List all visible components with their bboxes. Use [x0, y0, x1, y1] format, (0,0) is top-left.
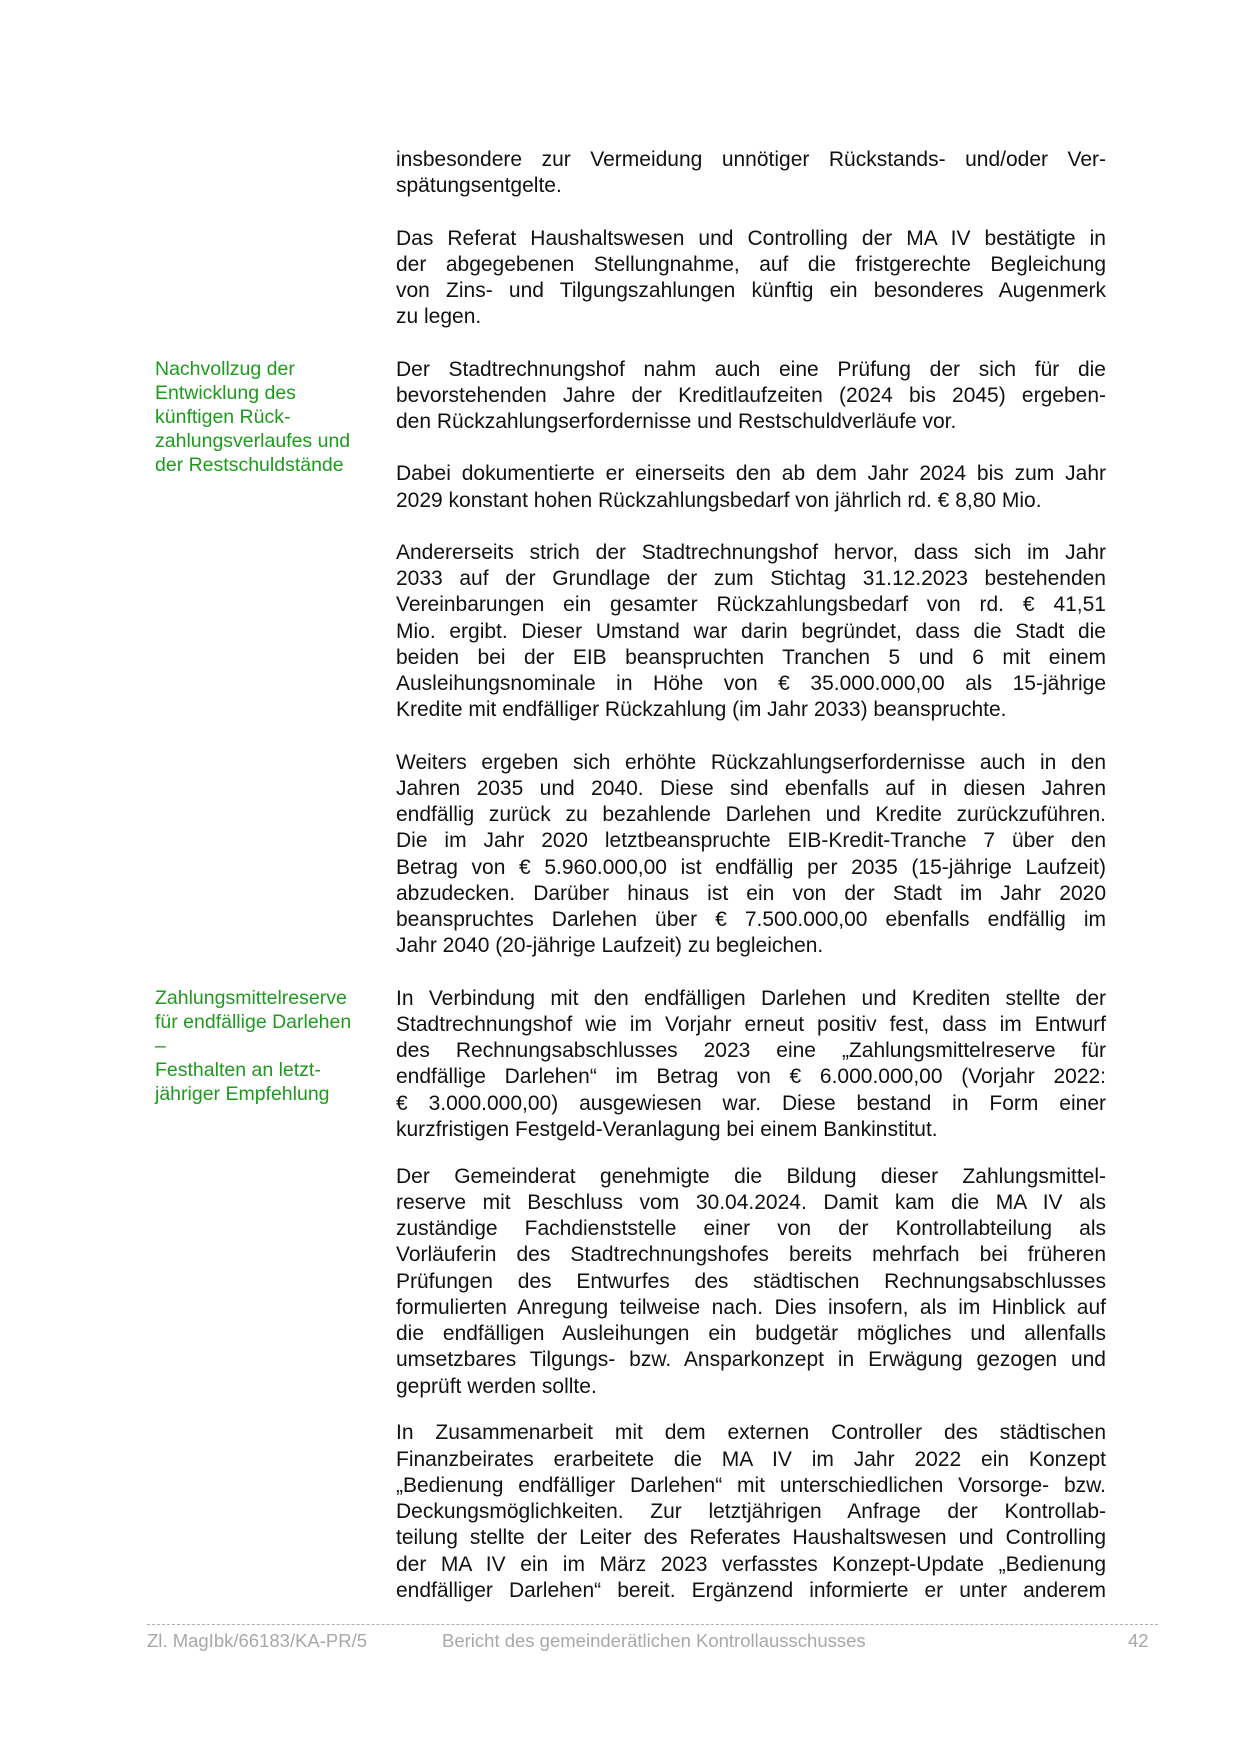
text-line: formulierten Anregung teilweise nach. Dies insofern, als im Hinblick auf: [396, 1295, 1106, 1319]
text-line: die endfälligen Ausleihungen ein budgetär mögliches und allenfalls: [396, 1322, 1106, 1345]
text-line: Prüfungen des Entwurfes des städtischen Rechnungsabschlusses: [396, 1269, 1106, 1293]
text-line: Der Gemeinderat genehmigte die Bildung dieser Zahlungsmittel-: [396, 1164, 1106, 1188]
text-line: der abgegebenen Stellungnahme, auf die fristgerechte Begleichung: [396, 252, 1106, 276]
text-line: In Zusammenarbeit mit dem externen Controller des städtischen: [396, 1421, 1106, 1445]
text-line: Betrag von € 5.960.000,00 ist endfällig per 2035 (15-jährige Laufzeit): [396, 855, 1106, 879]
text-line: teilung stellte der Leiter des Referates Haushaltswesen und Controlling: [396, 1526, 1106, 1550]
paragraph: [396, 226, 1106, 331]
text-line: insbesondere zur Vermeidung unnötiger Rückstands- und/oder Ver-: [396, 148, 1106, 171]
text-line: Das Referat Haushaltswesen und Controlling der MA IV bestätigte in: [396, 226, 1106, 250]
margin-note-line: künftigen Rück-: [155, 405, 291, 428]
paragraph: [396, 1420, 1106, 1604]
text-line: Andererseits strich der Stadtrechnungshof hervor, dass sich im Jahr: [396, 540, 1106, 564]
margin-note-line: zahlungsverlaufes und: [155, 429, 351, 452]
paragraph: [155, 986, 1106, 1144]
text-line: umsetzbares Tilgungs- bzw. Ansparkonzept in Erwägung gezogen und: [396, 1348, 1106, 1372]
text-line: 2029 konstant hohen Rückzahlungsbedarf von jährlich rd. € 8,80 Mio.: [396, 488, 1042, 512]
margin-note-line: Zahlungsmittelreserve: [155, 986, 347, 1009]
margin-note-line: Nachvollzug der: [155, 357, 295, 380]
text-line: bevorstehenden Jahre der Kreditlaufzeiten (2024 bis 2045) ergeben-: [396, 383, 1106, 407]
text-line: Finanzbeirates erarbeitete die MA IV im Jahr 2022 ein Konzept: [396, 1447, 1106, 1471]
paragraph: [396, 1164, 1106, 1400]
text-line: geprüft werden sollte.: [396, 1374, 597, 1398]
margin-note-line: für endfällige Darlehen: [155, 1010, 352, 1033]
text-line: „Bedienung endfälliger Darlehen“ mit unterschiedlichen Vorsorge- bzw.: [396, 1473, 1106, 1497]
text-line: Vereinbarungen ein gesamter Rückzahlungsbedarf von rd. € 41,51: [396, 593, 1106, 617]
text-line: Weiters ergeben sich erhöhte Rückzahlungserfordernisse auch in den: [396, 750, 1106, 774]
body-text: [155, 147, 1106, 1625]
text-line: den Rückzahlungserfordernisse und Restschuldverläufe vor.: [396, 410, 957, 433]
text-line: Kredite mit endfälliger Rückzahlung (im Jahr 2033) beanspruchte.: [396, 698, 1007, 722]
text-line: Jahren 2035 und 2040. Diese sind ebenfalls auf in diesen Jahren: [396, 776, 1106, 800]
text-line: Vorläuferin des Stadtrechnungshofes bereits mehrfach bei früheren: [396, 1243, 1106, 1267]
text-line: 2033 auf der Grundlage der zum Stichtag 31.12.2023 bestehenden: [396, 567, 1106, 590]
text-line: endfällige Darlehen“ im Betrag von € 6.000.000,00 (Vorjahr 2022:: [396, 1065, 1106, 1089]
text-line: Der Stadtrechnungshof nahm auch eine Prüfung der sich für die: [396, 357, 1106, 381]
margin-note-line: –: [155, 1034, 166, 1057]
text-line: kurzfristigen Festgeld-Veranlagung bei einem Bankinstitut.: [396, 1117, 938, 1141]
text-line: endfällig zurück zu bezahlende Darlehen und Kredite zurückzuführen.: [396, 803, 1106, 826]
text-line: Jahr 2040 (20-jährige Laufzeit) zu begleichen.: [396, 934, 824, 958]
paragraph: [396, 461, 1106, 514]
text-line: beanspruchtes Darlehen über € 7.500.000,00 ebenfalls endfällig im: [396, 908, 1106, 931]
paragraph: [396, 540, 1106, 724]
text-line: reserve mit Beschluss vom 30.04.2024. Damit kam die MA IV als: [396, 1190, 1106, 1214]
text-line: Ausleihungsnominale in Höhe von € 35.000.000,00 als 15-jährige: [396, 672, 1106, 695]
text-line: Stadtrechnungshof wie im Vorjahr erneut positiv fest, dass im Entwurf: [396, 1012, 1106, 1036]
footer-reference: Zl. MagIbk/66183/KA-PR/5: [147, 1630, 368, 1651]
text-line: Dabei dokumentierte er einerseits den ab dem Jahr 2024 bis zum Jahr: [396, 462, 1106, 486]
margin-note-line: Entwicklung des: [155, 381, 296, 404]
text-line: des Rechnungsabschlusses 2023 eine „Zahlungsmittelreserve für: [396, 1039, 1106, 1062]
text-line: Deckungsmöglichkeiten. Zur letztjährigen Anfrage der Kontrollab-: [396, 1500, 1106, 1523]
text-line: beiden bei der EIB beanspruchten Tranchen 5 und 6 mit einem: [396, 645, 1106, 669]
text-line: der MA IV ein im März 2023 verfasstes Konzept-Update „Bedienung: [396, 1552, 1106, 1576]
text-line: zuständige Fachdienststelle einer von der Kontrollabteilung als: [396, 1217, 1106, 1240]
text-line: spätungsentgelte.: [396, 174, 562, 198]
text-line: In Verbindung mit den endfälligen Darlehen und Krediten stellte der: [396, 986, 1106, 1010]
text-line: abzudecken. Darüber hinaus ist ein von der Stadt im Jahr 2020: [396, 881, 1106, 905]
text-line: von Zins- und Tilgungszahlungen künftig ein besonderes Augenmerk: [396, 279, 1106, 302]
margin-note: [155, 986, 375, 1106]
footer-title: Bericht des gemeinderätlichen Kontrollausschusses: [442, 1630, 866, 1651]
page-number: 42: [1128, 1630, 1149, 1651]
margin-note-line: Festhalten an letzt-: [155, 1058, 321, 1081]
margin-note-line: jähriger Empfehlung: [155, 1082, 330, 1105]
text-line: Die im Jahr 2020 letztbeanspruchte EIB-Kredit-Tranche 7 über den: [396, 829, 1106, 853]
margin-note: [155, 357, 375, 477]
footer-divider: [147, 1624, 1158, 1625]
text-line: endfälliger Darlehen“ bereit. Ergänzend informierte er unter anderem: [396, 1578, 1106, 1602]
text-line: zu legen.: [396, 305, 482, 329]
paragraph: [396, 147, 1106, 200]
margin-note-line: der Restschuldstände: [155, 453, 344, 476]
text-line: Mio. ergibt. Dieser Umstand war darin begründet, dass die Stadt die: [396, 619, 1106, 643]
paragraph: [396, 750, 1106, 960]
text-line: € 3.000.000,00) ausgewiesen war. Diese bestand in Form einer: [396, 1091, 1106, 1115]
